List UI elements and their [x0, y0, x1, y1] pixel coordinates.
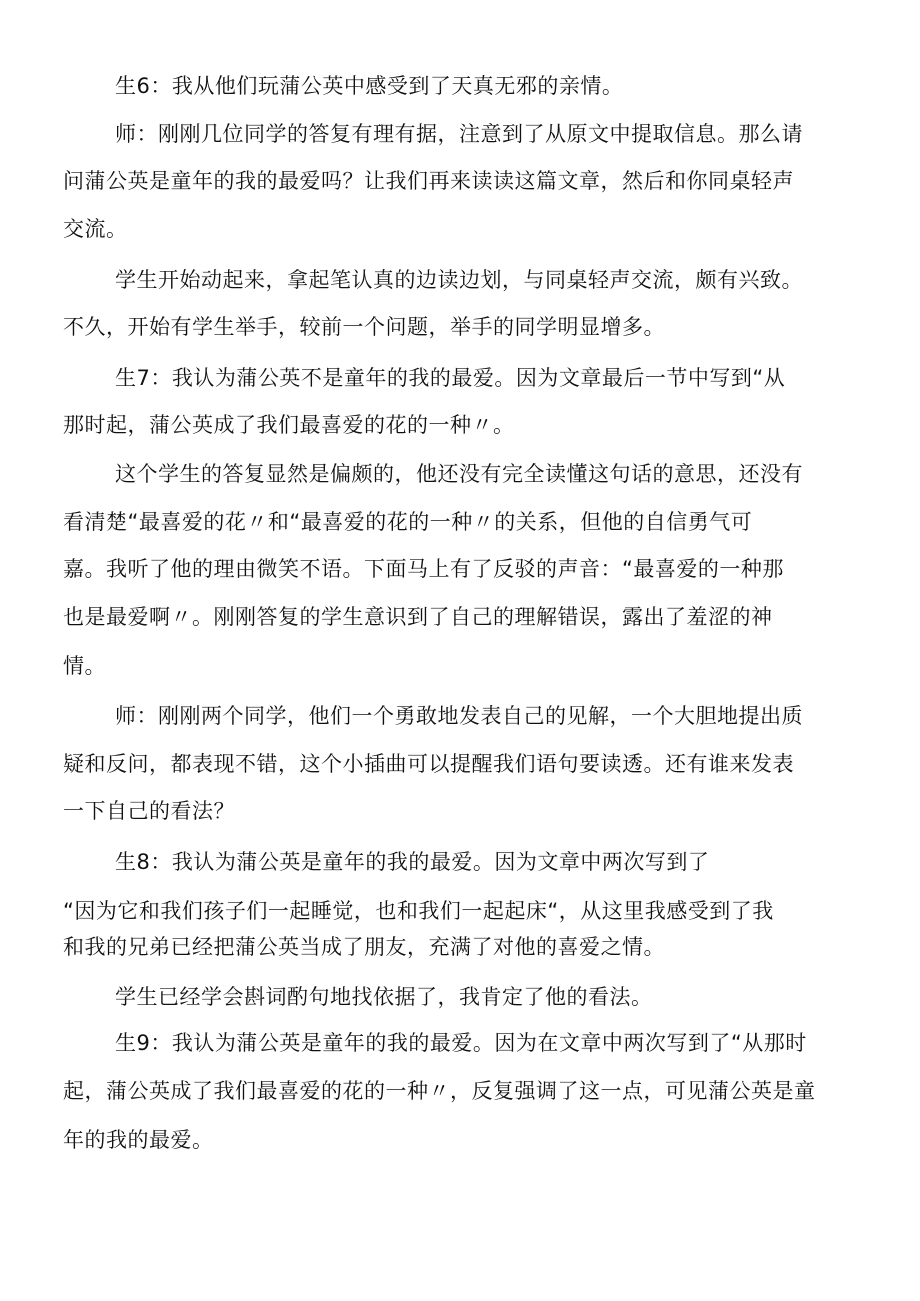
text-line: 问蒲公英是童年的我的最爱吗？让我们再来读读这篇文章，然后和你同桌轻声: [63, 169, 794, 193]
text-line: 师：刚刚几位同学的答复有理有据，注意到了从原文中提取信息。那么请: [115, 122, 803, 146]
text-line: 情。: [63, 654, 106, 678]
text-line: 疑和反问，都表现不错，这个小插曲可以提醒我们语句要读透。还有谁来发表: [63, 752, 794, 776]
text-line: 生7：我认为蒲公英不是童年的我的最爱。因为文章最后一节中写到“从: [115, 366, 786, 390]
text-line: 学生已经学会斟词酌句地找依据了，我肯定了他的看法。: [115, 985, 653, 1009]
text-line: 也是最爱啊〃。刚刚答复的学生意识到了自己的理解错误，露出了羞涩的神: [63, 605, 773, 629]
text-line: 学生开始动起来，拿起笔认真的边读边划，与同桌轻声交流，颇有兴致。: [115, 268, 803, 292]
text-line: 生9：我认为蒲公英是童年的我的最爱。因为在文章中两次写到了“从那时: [115, 1031, 807, 1055]
text-line: 和我的兄弟已经把蒲公英当成了朋友，充满了对他的喜爱之情。: [63, 935, 665, 959]
text-line: 看清楚“最喜爱的花〃和“最喜爱的花的一种〃的关系，但他的自信勇气可: [63, 510, 753, 534]
text-line: 师：刚刚两个同学，他们一个勇敢地发表自己的见解，一个大胆地提出质: [115, 704, 803, 728]
text-line: 生8：我认为蒲公英是童年的我的最爱。因为文章中两次写到了: [115, 850, 710, 874]
text-line: 一下自己的看法？: [63, 799, 235, 823]
text-line: “因为它和我们孩子们一起睡觉，也和我们一起起床“，从这里我感受到了我: [63, 899, 774, 923]
text-line: 嘉。我听了他的理由微笑不语。下面马上有了反驳的声音：“最喜爱的一种那: [63, 557, 784, 581]
text-line: 交流。: [63, 217, 128, 241]
text-line: 不久，开始有学生举手，较前一个问题，举手的同学明显增多。: [63, 315, 665, 339]
text-line: 生6：我从他们玩蒲公英中感受到了天真无邪的亲情。: [115, 74, 624, 98]
text-line: 起，蒲公英成了我们最喜爱的花的一种〃，反复强调了这一点，可见蒲公英是童: [63, 1079, 816, 1103]
text-line: 那时起，蒲公英成了我们最喜爱的花的一种〃。: [63, 413, 515, 437]
text-line: 这个学生的答复显然是偏颇的，他还没有完全读懂这句话的意思，还没有: [115, 462, 803, 486]
text-line: 年的我的最爱。: [63, 1128, 214, 1152]
